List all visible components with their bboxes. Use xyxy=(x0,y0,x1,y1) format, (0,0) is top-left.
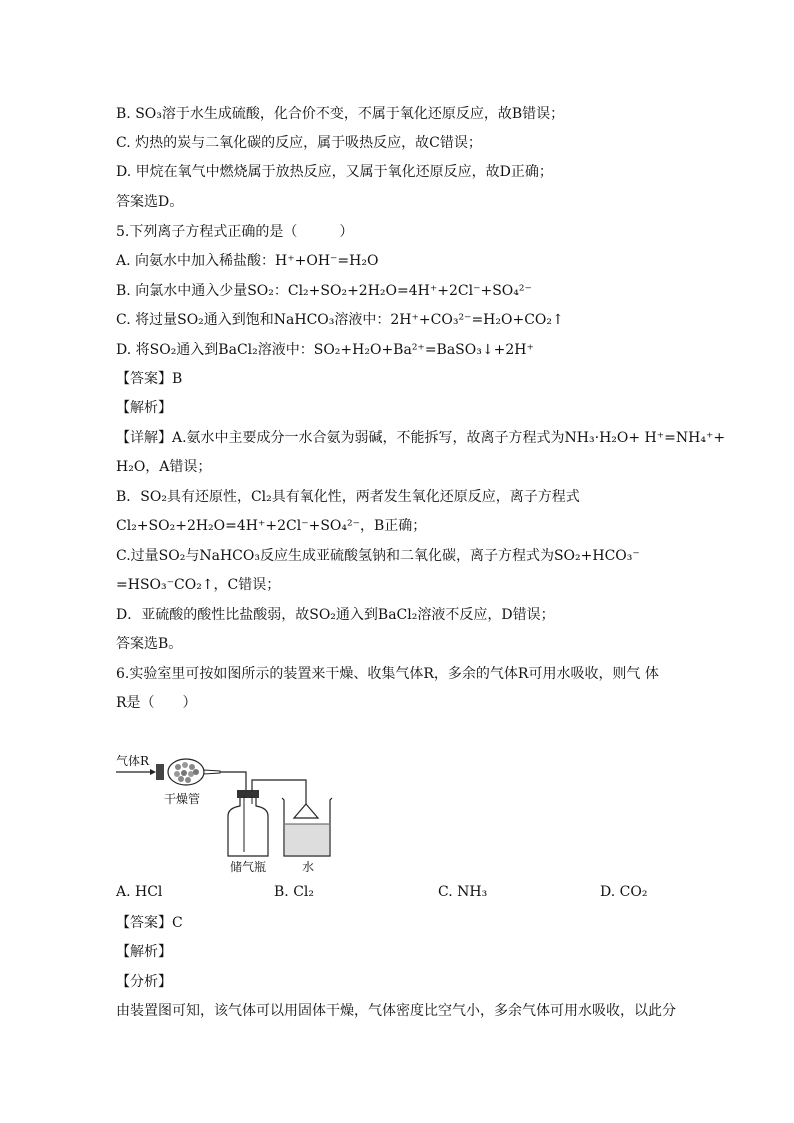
question-5-analysis-heading: 【解析】 xyxy=(116,400,172,416)
question-5-detail-a: 【详解】A.氨水中主要成分一水合氨为弱碱，不能拆写，故离子方程式为NH₃·H₂O+ H⁺=NH₄⁺+ xyxy=(116,430,726,446)
question-6-analysis-heading: 【解析】 xyxy=(116,944,172,960)
explanation-option-d: D. 甲烷在氧气中燃烧属于放热反应，又属于氧化还原反应，故D正确； xyxy=(116,164,553,180)
gas-bottle-label: 储气瓶 xyxy=(230,860,267,874)
question-5-option-b: B. 向氯水中通入少量SO₂：Cl₂+SO₂+2H₂O=4H⁺+2Cl⁻+SO₄²⁻ xyxy=(116,283,532,299)
question-6-option-d: D. CO₂ xyxy=(600,884,648,900)
question-5-answer: 【答案】B xyxy=(116,371,183,387)
question-5-detail-a-cont: H₂O，A错误； xyxy=(116,459,212,475)
question-6-options xyxy=(116,882,676,902)
gas-r-label: 气体R xyxy=(116,754,150,768)
question-5-detail-c-cont: =HSO₃⁻CO₂↑，C错误； xyxy=(116,577,281,593)
explanation-option-c: C. 灼热的炭与二氧化碳的反应，属于吸热反应，故C错误； xyxy=(116,135,482,151)
answer-conclusion-q4: 答案选D。 xyxy=(116,194,184,210)
question-6-reasoning-text: 由装置图可知，该气体可以用固体干燥，气体密度比空气小，多余气体可用水吸收，以此分 xyxy=(116,1003,676,1019)
water-label: 水 xyxy=(302,860,315,874)
question-6-stem: 6.实验室里可按如图所示的装置来干燥、收集气体R，多余的气体R可用水吸收，则气 体 xyxy=(116,666,659,682)
question-5-stem: 5.下列离子方程式正确的是（ ） xyxy=(116,224,354,240)
question-5-option-d: D. 将SO₂通入到BaCl₂溶液中：SO₂+H₂O+Ba²⁺=BaSO₃↓+2H⁺ xyxy=(116,342,534,358)
question-6-reasoning-heading: 【分析】 xyxy=(116,974,172,990)
question-6-option-c: C. NH₃ xyxy=(438,884,488,900)
question-5-detail-d: D．亚硫酸的酸性比盐酸弱，故SO₂通入到BaCl₂溶液不反应，D错误； xyxy=(116,607,555,623)
explanation-option-b: B. SO₃溶于水生成硫酸，化合价不变，不属于氧化还原反应，故B错误； xyxy=(116,106,565,122)
apparatus-figure xyxy=(116,752,356,878)
question-6-option-b: B. Cl₂ xyxy=(274,884,314,900)
question-6-stem-cont: R是（ ） xyxy=(116,695,197,711)
question-5-detail-b-equation: Cl₂+SO₂+2H₂O=4H⁺+2Cl⁻+SO₄²⁻，B正确； xyxy=(116,518,427,534)
question-5-option-a: A. 向氨水中加入稀盐酸：H⁺+OH⁻=H₂O xyxy=(116,253,379,269)
question-5-detail-c: C.过量SO₂与NaHCO₃反应生成亚硫酸氢钠和二氧化碳，离子方程式为SO₂+HCO₃⁻ xyxy=(116,548,640,564)
drying-tube-label: 干燥管 xyxy=(164,792,201,806)
question-6-option-a: A. HCl xyxy=(116,884,163,900)
question-6-answer: 【答案】C xyxy=(116,915,183,931)
question-5-conclusion: 答案选B。 xyxy=(116,636,183,652)
question-5-option-c: C. 将过量SO₂通入到饱和NaHCO₃溶液中：2H⁺+CO₃²⁻=H₂O+CO₂↑ xyxy=(116,312,564,328)
question-5-detail-b: B．SO₂具有还原性，Cl₂具有氧化性，两者发生氧化还原反应，离子方程式 xyxy=(116,489,580,505)
